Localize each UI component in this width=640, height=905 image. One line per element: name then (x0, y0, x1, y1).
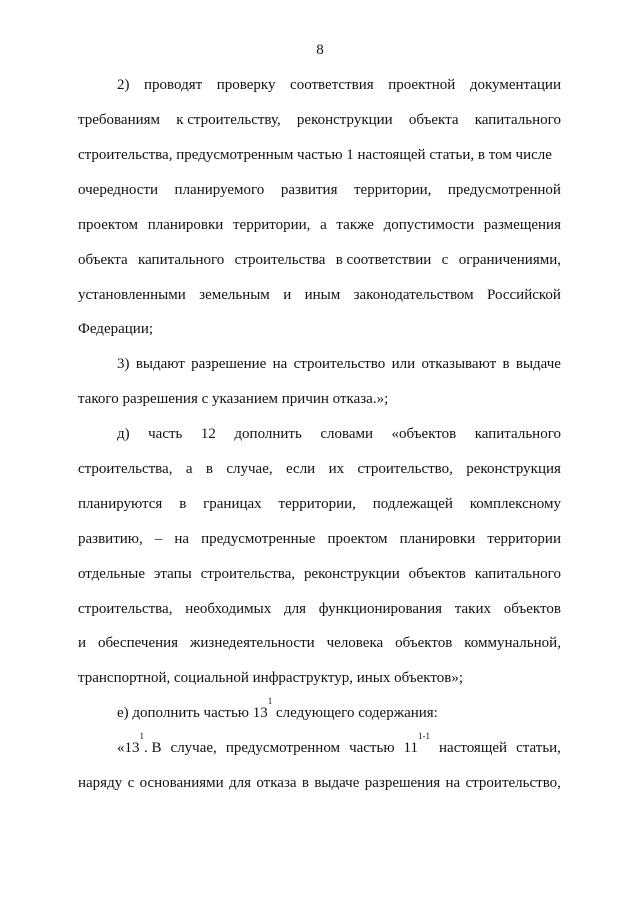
word: проектом (327, 531, 388, 547)
text-line: строительства, предусмотренным частью 1 настоящей статьи, в том числе (78, 147, 552, 163)
word: их (328, 461, 345, 477)
superscript: 1 (139, 731, 144, 741)
text-line (117, 355, 561, 373)
word: строительства, (78, 601, 173, 617)
text-fragment: . В (144, 740, 162, 756)
word: функционирования (318, 601, 443, 617)
word: случае, (226, 461, 273, 477)
word: законодательством (353, 287, 474, 303)
word: выдают (135, 356, 185, 372)
word: реконструкция (466, 461, 561, 477)
word: или (391, 356, 416, 372)
text-line (78, 774, 561, 792)
word: на (272, 356, 288, 372)
word: Российской (487, 287, 561, 303)
text-line: транспортной, социальной инфраструктур, иных объектов»; (78, 670, 463, 686)
text-line (78, 530, 561, 548)
word: основаниями (139, 775, 224, 791)
word: объектов (503, 601, 561, 617)
word: выдаче (314, 775, 360, 791)
superscript: 1 (267, 696, 273, 706)
text-line (78, 460, 561, 478)
word: разрешения (364, 775, 441, 791)
word: очередности (78, 182, 159, 198)
word: случае, (170, 740, 217, 756)
word: обеспечения (97, 635, 179, 651)
word: проектной (388, 77, 456, 93)
word: капитального (474, 112, 561, 128)
word: предусмотренной (447, 182, 561, 198)
word: проверку (216, 77, 276, 93)
word: статьи, (516, 740, 561, 756)
word: строительства, (78, 461, 173, 477)
word: «объектов (391, 426, 457, 442)
word: в (502, 356, 510, 372)
text-fragment: 11 (403, 740, 418, 756)
text-fragment: «13 (117, 740, 140, 756)
text-line (117, 425, 561, 443)
word: разрешение (191, 356, 267, 372)
word: строительства, (200, 566, 296, 582)
word: требованиям (78, 112, 161, 128)
word: человека (326, 635, 384, 651)
text-line: такого разрешения с указанием причин отказа.»; (78, 391, 389, 407)
word: – (154, 531, 163, 547)
word: часть (148, 426, 183, 442)
word: а (185, 461, 193, 477)
word: и (283, 287, 292, 303)
text-line (78, 600, 561, 618)
word: д) (117, 426, 130, 442)
text-line (78, 181, 561, 199)
text-line (78, 634, 561, 652)
word: развития (280, 182, 338, 198)
word: размещения (483, 217, 561, 233)
word: подлежащей (372, 496, 453, 512)
text-line (78, 251, 561, 269)
word: с (441, 252, 449, 268)
word: планируются (78, 496, 163, 512)
word: реконструкции (296, 112, 393, 128)
word: предусмотренном (225, 740, 341, 756)
word: предусмотренные (201, 531, 316, 547)
word: территории (487, 531, 561, 547)
word: отдельные (78, 566, 146, 582)
word: для (229, 775, 252, 791)
word: с (127, 775, 135, 791)
word: объекта (78, 252, 128, 268)
word: планировки (147, 217, 224, 233)
word: строительство, (357, 461, 453, 477)
word: если (286, 461, 316, 477)
word (403, 731, 430, 757)
text-fragment: е) дополнить частью 13 (117, 705, 268, 721)
word: соответствия (290, 77, 374, 93)
word (117, 731, 162, 757)
word: реконструкции (303, 566, 400, 582)
word: для (283, 601, 306, 617)
word: к строительству, (176, 112, 281, 128)
word: 2) (117, 77, 130, 93)
word: объектов (395, 635, 453, 651)
word: проектом (78, 217, 139, 233)
word: документации (469, 77, 561, 93)
word: коммунальной, (464, 635, 561, 651)
word: этапы (153, 566, 192, 582)
word: жизнедеятельности (190, 635, 315, 651)
word: на (174, 531, 190, 547)
word: выдаче (515, 356, 561, 372)
word: границах (203, 496, 262, 512)
word: отказывают (421, 356, 497, 372)
word: земельным (199, 287, 270, 303)
word: территории, (354, 182, 432, 198)
word: частью (349, 740, 395, 756)
page-number: 8 (316, 42, 324, 58)
word: планируемого (174, 182, 265, 198)
word: проводят (144, 77, 203, 93)
word: развитию, (78, 531, 143, 547)
text-line (117, 696, 561, 722)
word: объектов (408, 566, 466, 582)
text-fragment: следующего содержания: (272, 705, 438, 721)
superscript: 1-1 (418, 731, 430, 741)
text-line (117, 731, 561, 757)
word: строительства (234, 252, 326, 268)
word: капитального (138, 252, 225, 268)
word: капитального (474, 566, 561, 582)
text-line (78, 216, 561, 234)
word: территории, (233, 217, 311, 233)
word: капитального (474, 426, 561, 442)
word: иным (304, 287, 341, 303)
word: также (336, 217, 374, 233)
text-line (117, 76, 561, 94)
word: наряду (78, 775, 123, 791)
text-line (78, 111, 561, 129)
word: в (179, 496, 187, 512)
word: допустимости (383, 217, 475, 233)
word: отказа (256, 775, 297, 791)
word: дополнить (234, 426, 302, 442)
word: комплексному (469, 496, 561, 512)
word: в соответствии (335, 252, 432, 268)
word: территории, (278, 496, 356, 512)
word: в (301, 775, 309, 791)
word: а (320, 217, 327, 233)
word: в (205, 461, 213, 477)
word: необходимых (185, 601, 272, 617)
text-line (78, 495, 561, 513)
word: установленными (78, 287, 186, 303)
word: таких (454, 601, 491, 617)
word: строительство (293, 356, 386, 372)
word: 3) (117, 356, 130, 372)
text-line (78, 286, 561, 304)
word: планировки (399, 531, 476, 547)
word: на (445, 775, 461, 791)
word: 12 (200, 426, 216, 442)
word: и (78, 635, 87, 651)
text-line (78, 565, 561, 583)
word: объекта (408, 112, 459, 128)
word: строительство, (465, 775, 561, 791)
word: настоящей (439, 740, 508, 756)
word: словами (320, 426, 374, 442)
word: ограничениями, (458, 252, 561, 268)
text-line: Федерации; (78, 321, 154, 337)
